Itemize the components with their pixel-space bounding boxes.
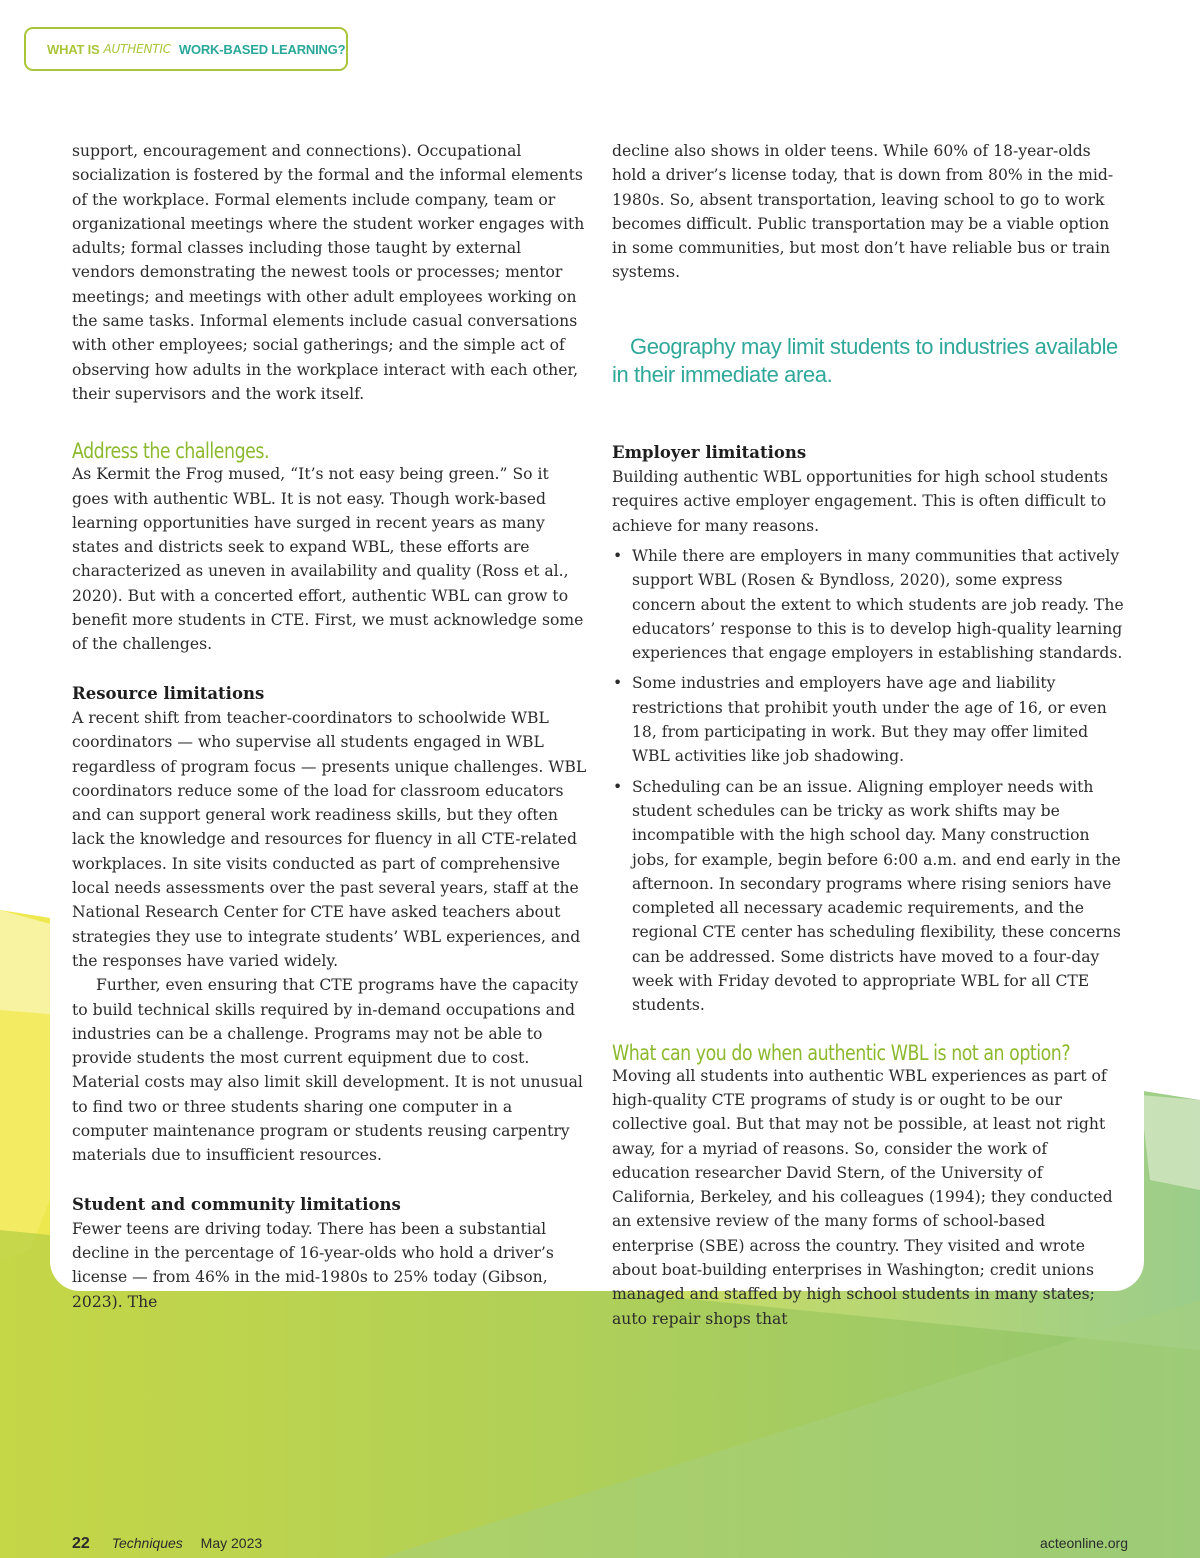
student-paragraph: Fewer teens are driving today. There has been a substantial decline in the percentage of 16-year-olds who hold a driver’s license — from 46% in the mid-1980s to 25% today (Gibson, 2023). The bbox=[72, 1219, 554, 1311]
intro-paragraph: support, encouragement and connections). Occupational socialization is fostered by the formal and the informal elements of the workplace. Formal elements include company, team or organizational meetings where the student worker engages with adults; formal classes including those taught by external vendors demonstrating the newest tools or processes; mentor meetings; and meetings with other adult employees working on the same tasks. Informal elements include casual conversations with other employees; social gatherings; and the simple act of observing how adults in the workplace interact with each other, their supervisors and the work itself. bbox=[72, 142, 585, 403]
challenges-paragraph: As Kermit the Frog mused, “It’s not easy being green.” So it goes with authentic WBL. It is not easy. Though work-based learning opportunities have surged in recent years as many states and districts seek to expand WBL, these efforts are characterized as uneven in availability and quality (Ross et al., 2020). But with a concerted effort, authentic WBL can grow to benefit more students in CTE. First, we must acknowledge some of the challenges. bbox=[72, 465, 584, 654]
subheading-resource-limitations: Resource limitations bbox=[72, 683, 265, 703]
resource-paragraph-1: A recent shift from teacher-coordinators to schoolwide WBL coordinators — who supervise all students engaged in WBL regardless of program focus — presents unique challenges. WBL coordinators reduce some of the load for classroom educators and can support general work readiness skills, but they often lack the knowledge and resources for fluency in all CTE-related workplaces. In site visits conducted as part of comprehensive local needs assessments over the past several years, staff at the National Research Center for CTE have asked teachers about strategies they use to integrate students’ WBL experiences, and the responses have varied widely. bbox=[72, 708, 587, 970]
footer-left bbox=[72, 1535, 262, 1553]
subheading-employer-limitations: Employer limitations bbox=[612, 442, 807, 462]
magazine-name: Techniques bbox=[111, 1535, 183, 1551]
page-number: 22 bbox=[72, 1535, 90, 1552]
section-header-tag bbox=[24, 27, 348, 71]
header-what-is: WHAT IS bbox=[47, 41, 100, 57]
right-column bbox=[612, 139, 1128, 1331]
option-paragraph: Moving all students into authentic WBL experiences as part of high-quality CTE programs of study is or ought to be our collective goal. But that may not be possible, at least not right away, for a myriad of reasons. So, consider the work of education researcher David Stern, of the University of California, Berkeley, and his colleagues (1994); they conducted an extensive review of the many forms of school-based enterprise (SBE) across the country. They visited and wrote about boat-building enterprises in Washington; credit unions managed and staffed by high school students in many states; auto repair shops that bbox=[612, 1066, 1113, 1328]
footer-website[interactable]: acteonline.org bbox=[1040, 1535, 1128, 1551]
bullet-item: • Some industries and employers have age and liability restrictions that prohibit youth under the age of 16, or even 18, from participating in work. But they may offer limited WBL activities like job shadowing. bbox=[612, 671, 1128, 768]
header-authentic: AUTHENTIC bbox=[103, 42, 171, 56]
resource-paragraph-2: Further, even ensuring that CTE programs have the capacity to build technical skills required by in-demand occupations and industries can be a challenge. Programs may not be able to provide students the most current equipment due to cost. Material costs may also limit skill development. It is not unusual to find two or three students sharing one computer in a computer maintenance program or students reusing carpentry materials due to insufficient resources. bbox=[72, 976, 583, 1165]
subheading-student-community-limitations: Student and community limitations bbox=[72, 1194, 401, 1214]
continued-paragraph: decline also shows in older teens. While 60% of 18-year-olds hold a driver’s license today, that is down from 80% in the mid-1980s. So, absent transportation, leaving school to go to work becomes difficult. Public transportation may be a viable option in some communities, but most don’t have reliable bus or train systems. bbox=[612, 142, 1114, 282]
bullet-item: • Scheduling can be an issue. Aligning employer needs with student schedules can be tricky as work shifts may be incompatible with the high school day. Many construction jobs, for example, begin before 6:00 a.m. and end early in the afternoon. In secondary programs where rising seniors have completed all necessary academic requirements, and the regional CTE center has scheduling flexibility, these concerns can be addressed. Some districts have moved to a four-day week with Friday devoted to appropriate WBL for all CTE students. bbox=[612, 775, 1128, 1018]
employer-bullet-list bbox=[612, 544, 1128, 1018]
issue-date: May 2023 bbox=[200, 1535, 263, 1551]
header-title: WORK-BASED LEARNING? bbox=[178, 41, 346, 57]
left-column bbox=[72, 139, 588, 1314]
section-heading-when-not-option: What can you do when authentic WBL is not an option? bbox=[612, 1040, 1071, 1065]
employer-paragraph: Building authentic WBL opportunities for high school students requires active employer engagement. This is often difficult to achieve for many reasons. bbox=[612, 468, 1108, 535]
bullet-item: • While there are employers in many communities that actively support WBL (Rosen & Byndloss, 2020), some express concern about the extent to which students are job ready. The educators’ response to this is to develop high-quality learning experiences that engage employers in establishing standards. bbox=[612, 544, 1128, 665]
section-heading-address-challenges: Address the challenges. bbox=[72, 439, 270, 464]
pull-quote: Geography may limit students to industries available in their immediate area. bbox=[612, 333, 1118, 387]
